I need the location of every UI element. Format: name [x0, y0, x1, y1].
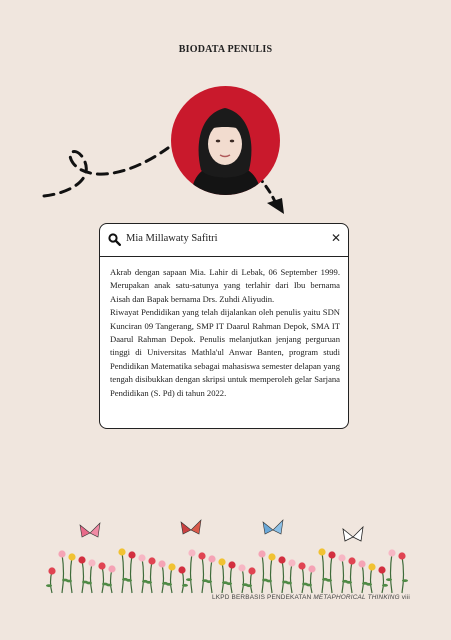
flower-icon — [328, 551, 335, 558]
search-bar[interactable] — [100, 224, 348, 257]
flower-icon — [188, 549, 195, 556]
flower-stem — [351, 561, 353, 593]
leaf-icon — [206, 580, 212, 583]
flower-stem — [391, 553, 393, 593]
flower-icon — [138, 554, 145, 561]
flower-stem — [262, 554, 264, 593]
flower-icon — [278, 556, 285, 563]
flower-stem — [402, 556, 404, 593]
page-number: viii — [401, 594, 410, 601]
flower-stem — [191, 553, 193, 593]
flower-icon — [58, 550, 65, 557]
footer-text: LKPD BERBASIS PENDEKATAN — [212, 594, 314, 601]
flower-icon — [308, 565, 315, 572]
leaf-icon — [286, 582, 292, 585]
flower-stem — [302, 566, 304, 593]
flower-icon — [288, 559, 295, 566]
leaf-icon — [386, 578, 392, 581]
flower-icon — [318, 548, 325, 555]
flower-stem — [362, 564, 364, 593]
flower-stem — [131, 555, 133, 593]
flower-icon — [348, 557, 355, 564]
leaf-icon — [226, 582, 232, 585]
flower-stem — [291, 563, 293, 593]
flower-stem — [222, 562, 224, 593]
butterfly-icon — [263, 520, 283, 534]
bio-paragraph-1: Akrab dengan sapaan Mia. Lahir di Lebak, 06 September 1999. Merupakan anak satu-satunya yang terlahir dari Ibu bernama Aisah dan Bapak bernama Drs. Zuhdi Aliyudin. — [110, 267, 340, 304]
close-icon[interactable]: ✕ — [330, 231, 341, 245]
flower-stem — [151, 561, 153, 593]
footer-emphasis: METAPHORICAL THINKING — [313, 594, 400, 601]
flower-stem — [91, 563, 93, 593]
flower-icon — [168, 563, 175, 570]
leaf-icon — [382, 584, 388, 587]
leaf-icon — [106, 584, 112, 587]
flower-stem — [331, 555, 333, 593]
leaf-icon — [306, 584, 312, 587]
flower-stem — [202, 556, 204, 593]
flower-stem — [371, 567, 373, 593]
flower-icon — [78, 556, 85, 563]
flower-icon — [198, 552, 205, 559]
leaf-icon — [326, 579, 332, 582]
flower-icon — [178, 566, 185, 573]
flower-stem — [82, 560, 84, 593]
leaf-icon — [86, 582, 92, 585]
flower-stem — [111, 569, 113, 593]
flower-icon — [268, 553, 275, 560]
flower-stem — [231, 565, 233, 593]
flower-icon — [228, 561, 235, 568]
flower-icon — [258, 550, 265, 557]
butterfly-icon — [80, 523, 100, 537]
flower-icon — [208, 555, 215, 562]
flower-icon — [218, 558, 225, 565]
flower-stem — [242, 568, 244, 593]
flower-icon — [158, 560, 165, 567]
flower-icon — [68, 553, 75, 560]
butterfly-icon — [343, 527, 363, 541]
flower-icon — [108, 565, 115, 572]
flower-stem — [162, 564, 164, 593]
flower-stem — [62, 554, 64, 593]
flower-border-decoration — [0, 515, 451, 595]
flower-stem — [71, 557, 73, 593]
leaf-icon — [186, 578, 192, 581]
page-title: BIODATA PENULIS — [178, 44, 273, 55]
flower-icon — [378, 566, 385, 573]
flower-icon — [148, 557, 155, 564]
search-card — [99, 223, 349, 429]
flower-stem — [102, 566, 104, 593]
flower-stem — [282, 560, 284, 593]
bio-paragraph-2: Riwayat Pendidikan yang telah dijalankan oleh penulis yaitu SDN Kunciran 09 Tangerang, SMP IT Daarul Rahman Depok, SMA IT Daarul Rahman Depok. Penulis melanjutkan jenjang perguruan tinggi di Universitas Mathla'ul Anwar Banten, program studi Pendidikan Matematika sebagai mahasiswa semester delapan yang tengah disibukkan dengan skripsi untuk memperoleh gelar Sarjana Pendidikan (S. Pd) di tahun 2022. — [110, 307, 340, 398]
leaf-icon — [146, 581, 152, 584]
flower-icon — [88, 559, 95, 566]
author-photo — [171, 86, 280, 195]
leaf-icon — [346, 581, 352, 584]
flower-icon — [358, 560, 365, 567]
leaf-icon — [266, 580, 272, 583]
flower-icon — [398, 552, 405, 559]
biography-text — [110, 266, 340, 400]
flower-stem — [311, 569, 313, 593]
flower-stem — [271, 557, 273, 593]
leaf-icon — [166, 583, 172, 586]
page-footer — [212, 594, 410, 601]
flower-icon — [338, 554, 345, 561]
flower-icon — [298, 562, 305, 569]
flower-icon — [238, 564, 245, 571]
search-icon — [108, 233, 121, 251]
flower-icon — [118, 548, 125, 555]
flower-stem — [342, 558, 344, 593]
flower-icon — [388, 549, 395, 556]
flower-icon — [368, 563, 375, 570]
flower-stem — [171, 567, 173, 593]
butterfly-icon — [181, 520, 201, 534]
flower-stem — [211, 559, 213, 593]
leaf-icon — [126, 579, 132, 582]
arrow-head-icon — [267, 198, 284, 214]
leaf-icon — [402, 579, 408, 582]
leaf-icon — [46, 584, 52, 587]
leaf-icon — [66, 580, 72, 583]
flower-stem — [322, 552, 324, 593]
flower-icon — [128, 551, 135, 558]
flower-icon — [48, 567, 55, 574]
leaf-icon — [182, 584, 188, 587]
flower-stem — [122, 552, 124, 593]
leaf-icon — [366, 583, 372, 586]
flower-icon — [98, 562, 105, 569]
leaf-icon — [246, 584, 252, 587]
search-input[interactable]: Mia Millawaty Safitri — [126, 233, 218, 244]
flower-stem — [142, 558, 144, 593]
flower-icon — [248, 567, 255, 574]
